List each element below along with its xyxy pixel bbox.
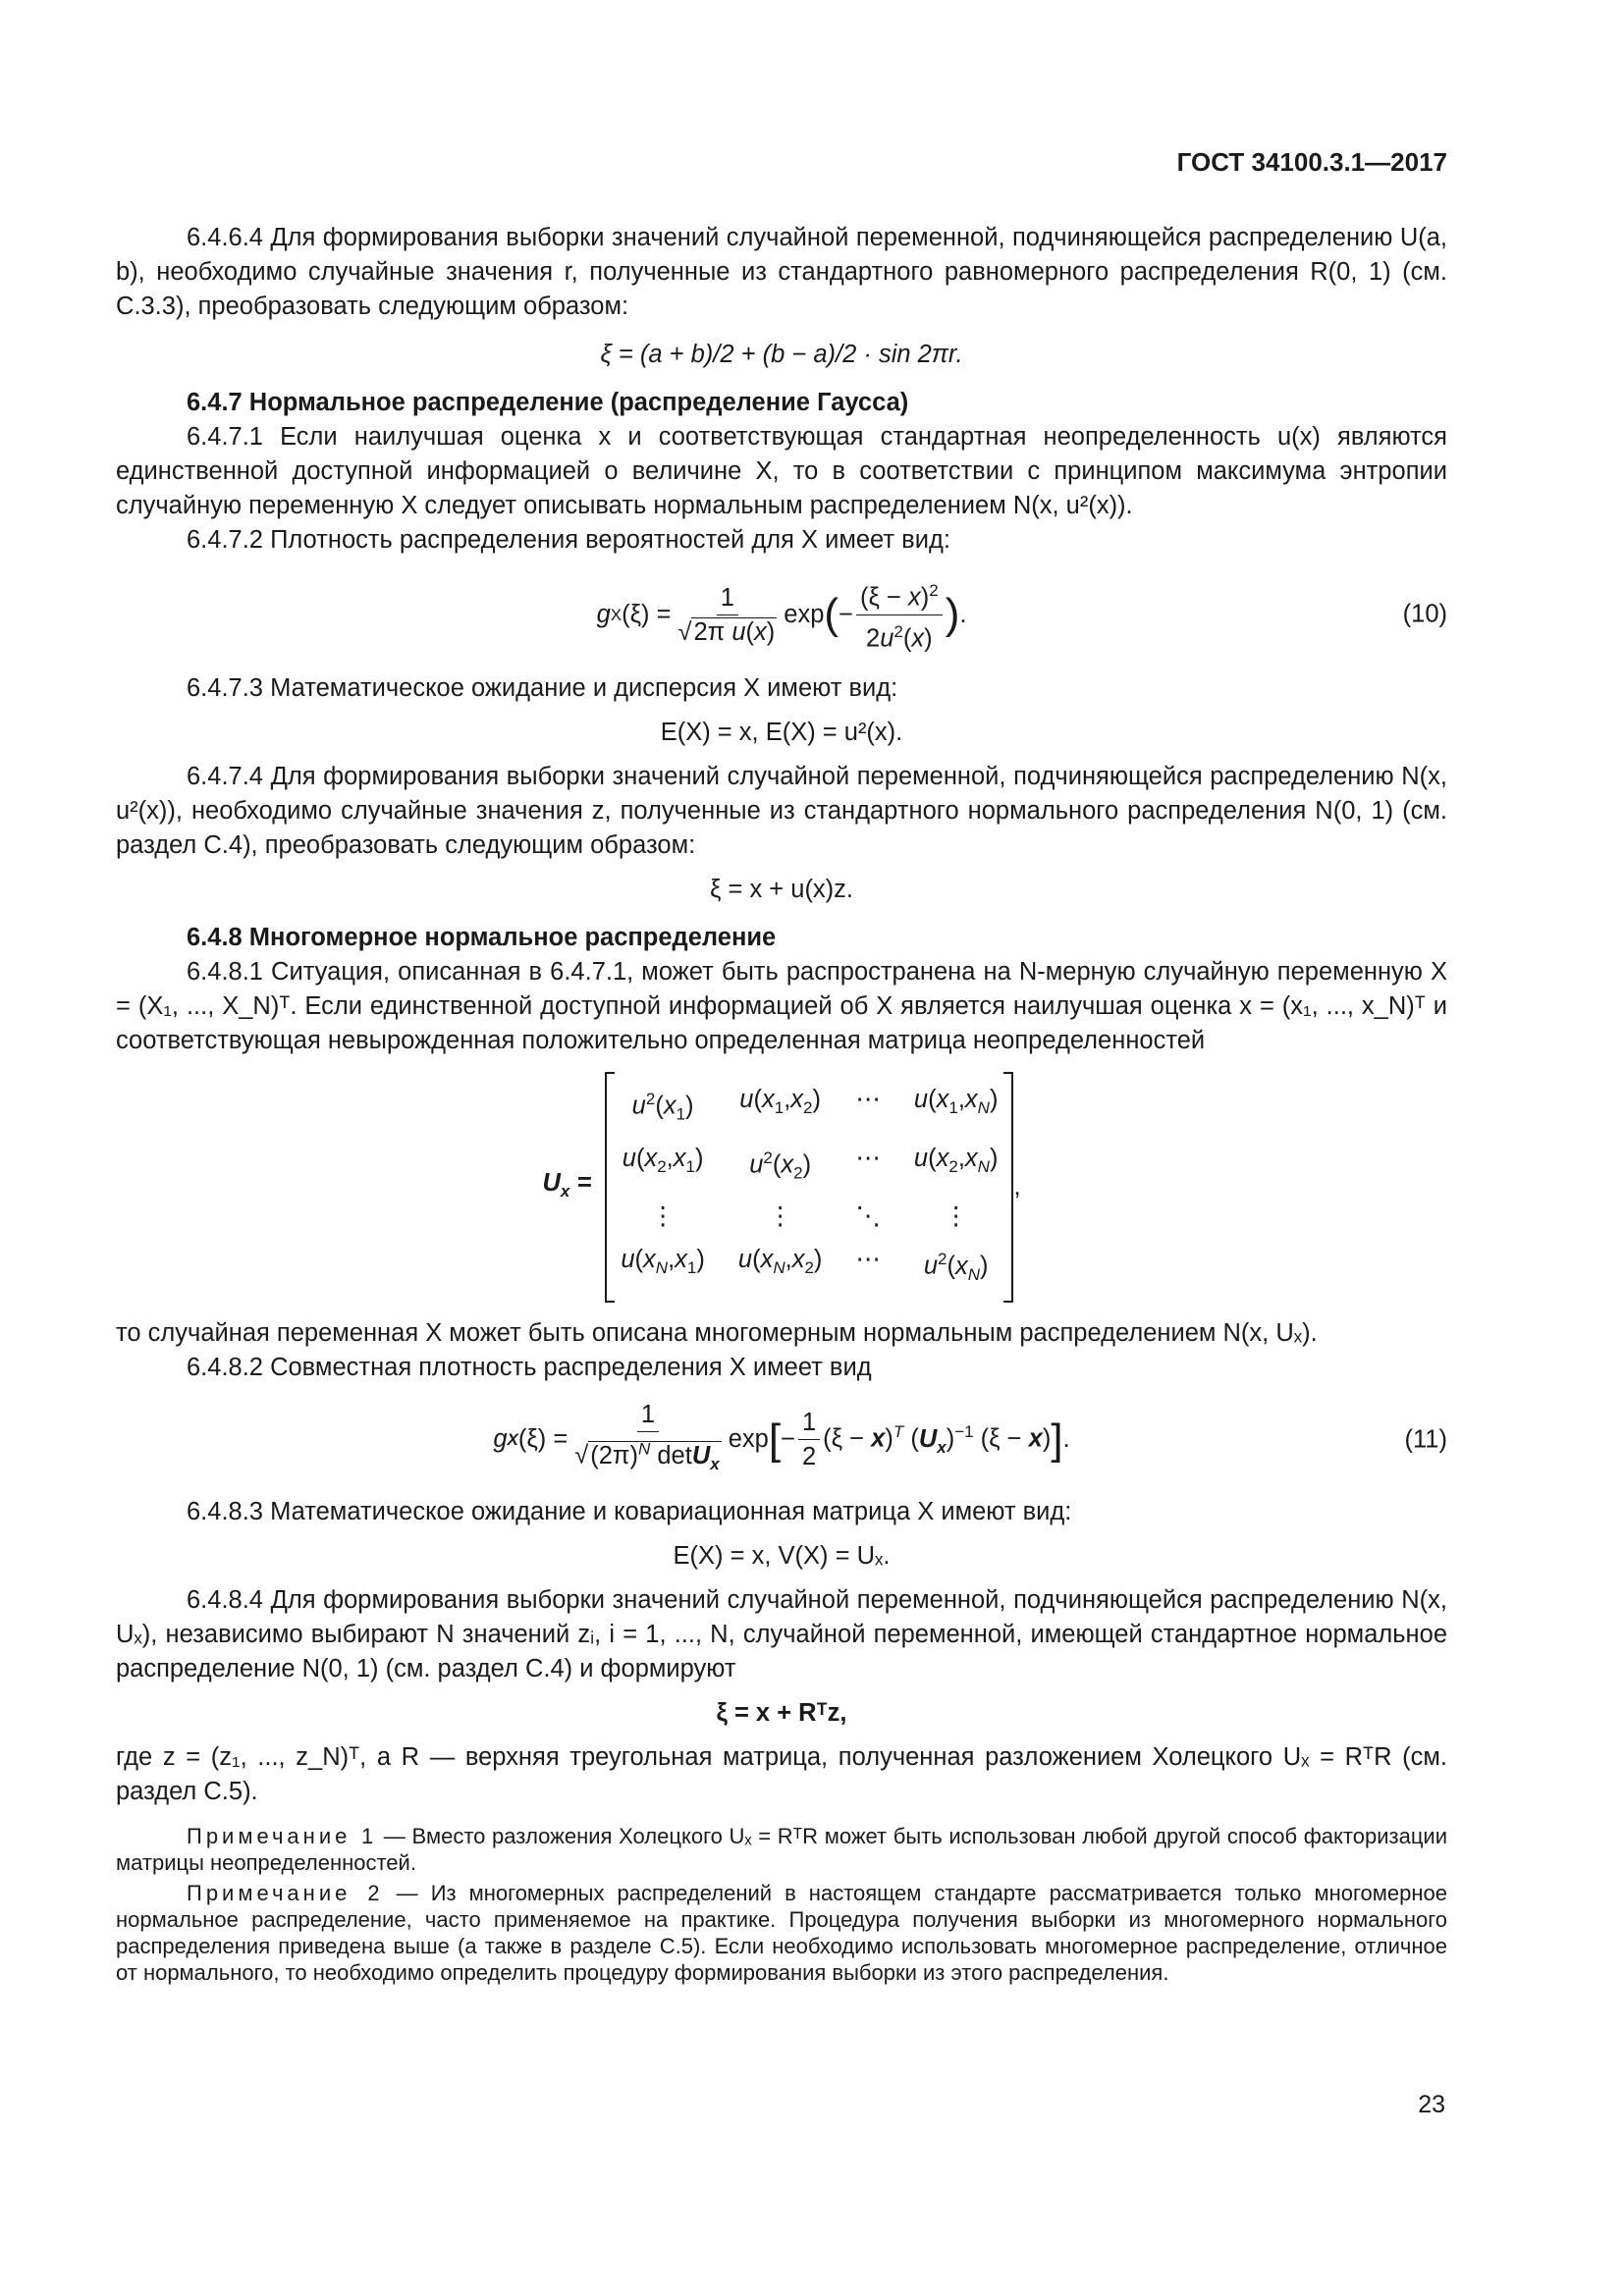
equation-number-11: (11) [1404,1425,1447,1454]
heading-6-4-7: 6.4.7 Нормальное распределение (распределение Гаусса) [187,389,909,416]
paragraph-6-4-8-4: 6.4.8.4 Для формирования выборки значений случайной переменной, подчиняющейся распределению N(x, Uₓ), независимо выбирают N значений zᵢ, i = 1, ..., N, случайной переменной, имеющей стандартное нормальное распределение N(0, 1) (см. раздел С.4) и формируют [116,1585,1447,1682]
paragraph-6-4-6-4: 6.4.6.4 Для формирования выборки значений случайной переменной, подчиняющейся распределению U(a, b), необходимо случайные значения r, полученные из стандартного равномерного распределения R(0, 1) (см. С.3.3), преобразовать следующим образом: [116,224,1447,320]
equation-mv-expectation [116,1539,1447,1574]
equation-normal-sample [116,873,1447,907]
note-2 [116,1880,1447,1986]
equation-expectation [116,716,1447,750]
note-1 [116,1823,1447,1876]
paragraph-6-4-7-3: 6.4.7.3 Математическое ожидание и дисперсия X имеют вид: [187,674,898,702]
paragraph-6-4-7-2: 6.4.7.2 Плотность распределения вероятностей для X имеет вид: [187,526,950,554]
paragraph-6-4-8-3: 6.4.8.3 Математическое ожидание и ковариационная матрица X имеют вид: [187,1497,1072,1525]
equation-normal-sample-text: ξ = x + u(x)z. [709,876,854,903]
paragraph-6-4-7-4: 6.4.7.4 Для формирования выборки значений случайной переменной, подчиняющейся распределению N(x, u²(x)), необходимо случайные значения z, полученные из стандартного нормального распределения N(0, 1) (см. раздел С.4), преобразовать следующим образом: [116,763,1447,859]
equation-uniform-sample [116,338,1447,372]
equation-number-10: (10) [1402,600,1447,628]
note-1-text: — Вместо разложения Холецкого Uₓ = RᵀR может быть использован любой другой способ факторизации матрицы неопределенностей. [116,1823,1448,1875]
note-2-label: Примечание 2 [187,1880,384,1905]
equation-mv-sample [116,1696,1447,1731]
paragraph-6-4-8-1-cont: то случайная переменная X может быть описана многомерным нормальным распределением N(x, Uₓ). [116,1318,1318,1347]
paragraph-6-4-8-1: 6.4.8.1 Ситуация, описанная в 6.4.7.1, может быть распространена на N-мерную случайную переменную X = (X₁, ..., X_N)ᵀ. Если единственной доступной информацией об X является наилучшая оценка x = (x₁, ..., x_N)ᵀ и соответствующая невырожденная положительно определенная матрица неопределенностей [116,958,1447,1054]
equation-11: g X (ξ) = $\frac{1}{√(2\pi)^N \det U_x}$ exp [ − $\frac{1}{2}$ $(\xi - x)^T$ $(U_x)^{-1}$ (ξ − x) ] . (11) [493,1401,1447,1474]
equation-mv-expectation-text: E(X) = x, V(X) = Uₓ. [673,1541,891,1570]
note-1-label: Примечание 1 [187,1823,378,1848]
paragraph-6-4-8-2: 6.4.8.2 Совместная плотность распределения X имеет вид [187,1353,872,1381]
equation-10: g X (ξ) = $\frac{1}{\text{√2π u(x)}}$ exp ( − $\frac{(\xi - x)^2}{2u^2(x)}$ ) . (10) [116,567,1447,662]
document-body [116,221,1447,1986]
paragraph-6-4-8-4-cont: где z = (z₁, ..., z_N)ᵀ, а R — верхняя треугольная матрица, полученная разложением Холецкого Uₓ = RᵀR (см. раздел С.5). [116,1742,1447,1805]
page-number: 23 [1418,2091,1445,2118]
paragraph-6-4-7-1: 6.4.7.1 Если наилучшая оценка x и соответствующая стандартная неопределенность u(x) являются единственной доступной информацией о величине X, то в соответствии с принципом максимума энтропии случайную переменную X следует описывать нормальным распределением N(x, u²(x)). [116,423,1447,519]
equation-mv-sample-text: ξ = x + Rᵀz, [716,1698,847,1727]
standard-designation: ГОСТ 34100.3.1—2017 [1176,147,1447,177]
equation-covariance-matrix: $U_x$ = $u^2(x_1)$ $u(x_1,x_2)$ ⋯ $u(x_1,x_N)$ $u(x_2,x_1)$ $u^2(x_2)$ ⋯ $u(x_2,x_N)$ ⋮ ⋮ ⋱ ⋮ $u(x_N,x_1)$ $u(x_N,x_2)$ ⋯ $u^2(x_N)$ , [116,1072,1447,1303]
equation-uniform-text: ξ = (a + b)/2 + (b − a)/2 · sin 2πr. [600,341,963,368]
covariance-matrix: $u^2(x_1)$ $u(x_1,x_2)$ ⋯ $u(x_1,x_N)$ $u(x_2,x_1)$ $u^2(x_2)$ ⋯ $u(x_2,x_N)$ ⋮ ⋮ ⋱ ⋮ $u(x_N,x_1)$ $u(x_N,x_2)$ ⋯ $u^2(x_N)$ [605,1072,1013,1303]
equation-expectation-text: E(X) = x, E(X) = u²(x). [660,719,903,746]
heading-6-4-8: 6.4.8 Многомерное нормальное распределение [187,924,777,951]
note-2-text: — Из многомерных распределений в настоящем стандарте рассматривается только многомерное нормальное распределение, часто применяемое на практике. Процедура получения выборки из многомерного нормального распределения приведена выше (а также в разделе С.5). Если необходимо использовать многомерное распределение, отличное от нормального, то необходимо определить процедуру формирования выборки из этого распределения. [116,1880,1448,1985]
